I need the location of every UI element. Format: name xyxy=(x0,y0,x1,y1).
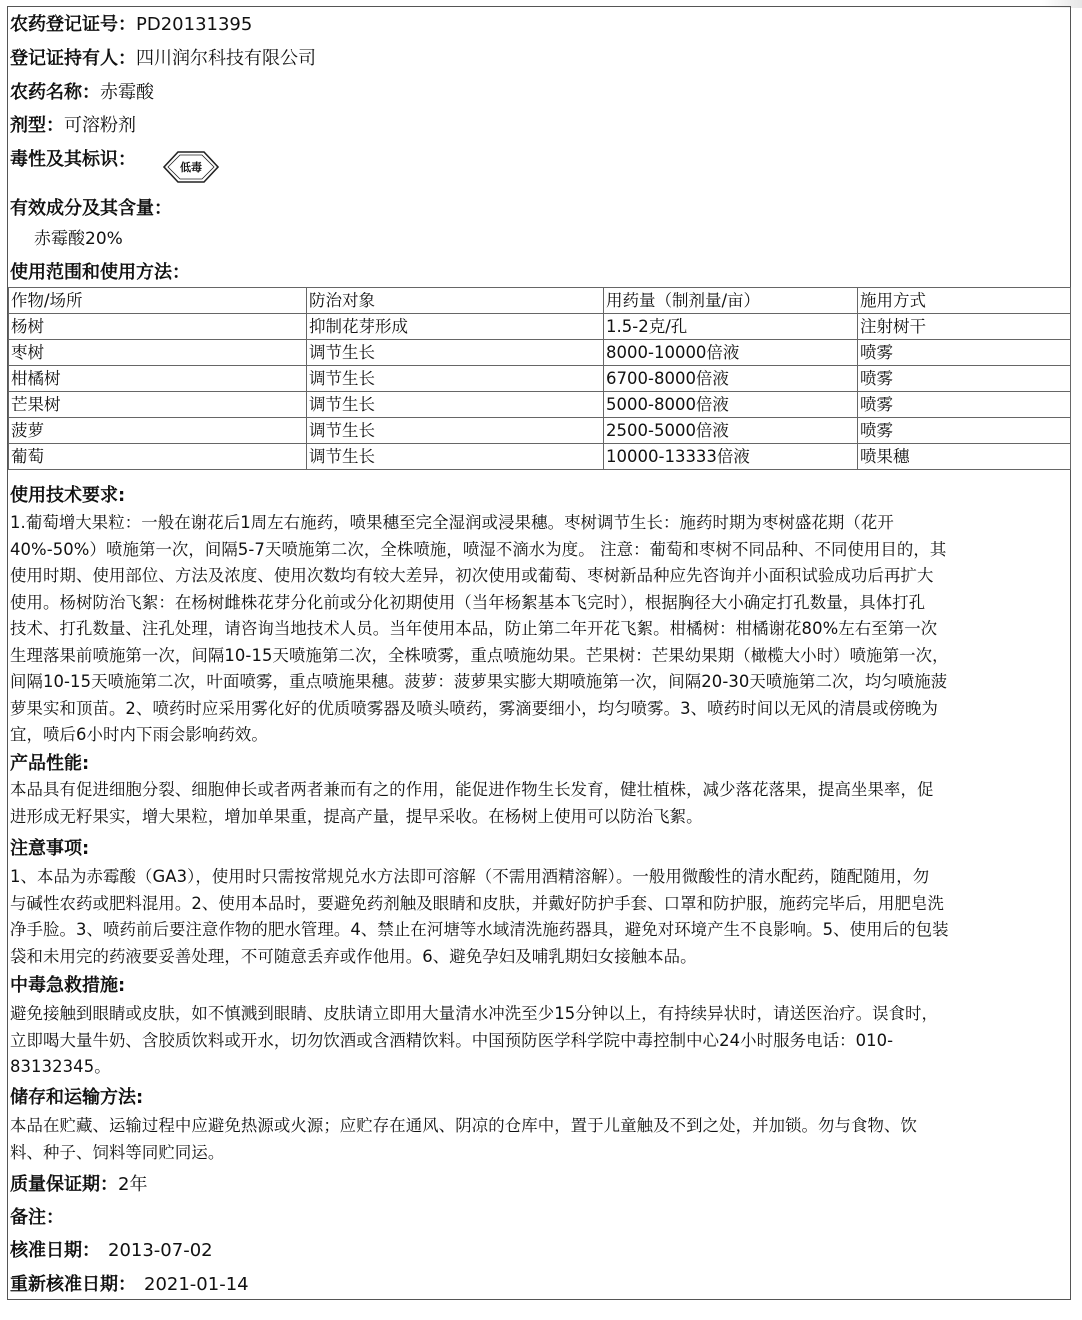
toxicity-label: 毒性及其标识： xyxy=(10,149,136,170)
header-target: 防治对象 xyxy=(307,288,604,314)
cell-dosage: 10000-13333倍液 xyxy=(604,444,858,470)
registration-number-row xyxy=(10,14,252,36)
storage-heading: 储存和运输方法: xyxy=(10,1087,144,1108)
cell-method: 喷雾 xyxy=(858,392,1071,418)
cautions-heading: 注意事项: xyxy=(10,838,90,859)
text-line: 本品具有促进细胞分裂、细胞伸长或者两者兼而有之的作用，能促进作物生长发育，健壮植株，减少落花落果，提高坐果率，促 xyxy=(10,780,934,799)
cell-target: 调节生长 xyxy=(307,366,604,392)
ingredient-heading: 有效成分及其含量： xyxy=(10,198,172,219)
cell-dosage: 2500-5000倍液 xyxy=(604,418,858,444)
cell-crop: 葡萄 xyxy=(9,444,307,470)
remarks-label: 备注： xyxy=(10,1207,64,1228)
cell-dosage: 8000-10000倍液 xyxy=(604,340,858,366)
first-aid-heading: 中毒急救措施: xyxy=(10,975,126,996)
cell-crop: 菠萝 xyxy=(9,418,307,444)
approval-date-label: 核准日期： xyxy=(10,1240,100,1261)
text-line: 袋和未用完的药液要妥善处理，不可随意丢弃或作他用。6、避免孕妇及哺乳期妇女接触本品。 xyxy=(10,946,697,966)
shelf-life-row xyxy=(10,1174,147,1196)
text-line: 1.葡萄增大果粒：一般在谢花后1周左右施药，喷果穗至完全湿润或浸果穗。枣树调节生长：施药时期为枣树盛花期（花开 xyxy=(10,513,894,532)
header-method: 施用方式 xyxy=(858,288,1071,314)
cell-dosage: 5000-8000倍液 xyxy=(604,392,858,418)
cell-method: 喷雾 xyxy=(858,418,1071,444)
performance-text xyxy=(10,777,1062,830)
reapproval-date-label: 重新核准日期： xyxy=(10,1274,136,1295)
text-line: 料、种子、饲料等同贮同运。 xyxy=(10,1142,225,1162)
text-line: 间隔10-15天喷施第二次，叶面喷雾，重点喷施果穗。菠萝：菠萝果实膨大期喷施第一次，间隔20-30天喷施第二次，均匀喷施菠 xyxy=(10,672,948,691)
usage-table xyxy=(8,287,1071,470)
table-row xyxy=(9,444,1071,470)
text-line: 进形成无籽果实，增大果粒，增加单果重，提高产量，提早采收。在杨树上使用可以防治飞絮。 xyxy=(10,806,703,826)
formulation-label: 剂型： xyxy=(10,115,64,136)
text-line: 40%-50%）喷施第一次，间隔5-7天喷施第二次，全株喷施，喷湿不滴水为度。 注意：葡萄和枣树不同品种、不同使用目的，其 xyxy=(10,539,947,559)
table-row xyxy=(9,392,1071,418)
cell-target: 调节生长 xyxy=(307,340,604,366)
text-line: 与碱性农药或肥料混用。2、使用本品时，要避免药剂触及眼睛和皮肤，并戴好防护手套、口罩和防护服，施药完毕后，用肥皂洗 xyxy=(10,893,944,913)
formulation-row xyxy=(10,115,136,137)
cell-target: 调节生长 xyxy=(307,444,604,470)
approval-date-value: 2013-07-02 xyxy=(108,1240,213,1261)
text-line: 宜，喷后6小时内下雨会影响药效。 xyxy=(10,725,268,744)
cell-method: 注射树干 xyxy=(858,314,1071,340)
text-line: 1、本品为赤霉酸（GA3），使用时只需按常规兑水方法即可溶解（不需用酒精溶解）。一般用微酸性的清水配药，随配随用，勿 xyxy=(10,867,930,886)
header-dosage: 用药量（制剂量/亩） xyxy=(604,288,858,314)
text-line: 生理落果前喷施第一次，间隔10-15天喷施第二次，全株喷雾，重点喷施幼果。芒果树：芒果幼果期（橄榄大小时）喷施第一次， xyxy=(10,645,949,665)
text-line: 使用时期、使用部位、方法及浓度、使用次数均有较大差异，初次使用或葡萄、枣树新品种应先咨询并小面积试验成功后再扩大 xyxy=(10,566,934,585)
text-line: 技术、打孔数量、注孔处理，请咨询当地技术人员。当年使用本品，防止第二年开花飞絮。柑橘树：柑橘谢花80%左右至第一次 xyxy=(10,619,938,638)
toxicity-badge-text: 低毒 xyxy=(180,161,202,174)
table-row xyxy=(9,314,1071,340)
table-row xyxy=(9,366,1071,392)
reapproval-date-value: 2021-01-14 xyxy=(144,1274,249,1295)
cell-method: 喷雾 xyxy=(858,340,1071,366)
toxicity-row xyxy=(10,149,136,171)
pesticide-name-label: 农药名称： xyxy=(10,82,100,103)
reapproval-date-row xyxy=(10,1274,249,1296)
low-toxicity-icon xyxy=(162,150,220,184)
first-aid-text xyxy=(10,1001,1062,1081)
text-line: 使用。杨树防治飞絮：在杨树雌株花芽分化前或分化初期使用（当年杨絮基本飞完时），根据胸径大小确定打孔数量，具体打孔 xyxy=(10,592,926,612)
text-line: 萝果实和顶苗。2、喷药时应采用雾化好的优质喷雾器及喷头喷药，雾滴要细小，均匀喷雾。3、喷药时间以无风的清晨或傍晚为 xyxy=(10,698,939,718)
cell-target: 调节生长 xyxy=(307,392,604,418)
cell-crop: 芒果树 xyxy=(9,392,307,418)
cell-target: 调节生长 xyxy=(307,418,604,444)
cell-target: 抑制花芽形成 xyxy=(307,314,604,340)
storage-text xyxy=(10,1113,1062,1166)
holder-label: 登记证持有人： xyxy=(10,48,136,69)
pesticide-name-value: 赤霉酸 xyxy=(100,82,154,103)
ingredient-value: 赤霉酸20% xyxy=(34,229,123,249)
cell-crop: 枣树 xyxy=(9,340,307,366)
remarks-row xyxy=(10,1207,64,1229)
cautions-text xyxy=(10,864,1062,970)
shelf-life-value: 2年 xyxy=(118,1174,148,1195)
table-row xyxy=(9,340,1071,366)
text-line: 净手脸。3、喷药前后要注意作物的肥水管理。4、禁止在河塘等水域清洗施药器具，避免对环境产生不良影响。5、使用后的包装 xyxy=(10,920,949,939)
pesticide-name-row xyxy=(10,82,154,104)
text-line: 83132345。 xyxy=(10,1057,111,1076)
cell-crop: 柑橘树 xyxy=(9,366,307,392)
cell-dosage: 6700-8000倍液 xyxy=(604,366,858,392)
text-line: 避免接触到眼睛或皮肤，如不慎溅到眼睛、皮肤请立即用大量清水冲洗至少15分钟以上，有持续异状时，请送医治疗。误食时， xyxy=(10,1004,939,1023)
table-header-row xyxy=(9,288,1071,314)
shelf-life-label: 质量保证期： xyxy=(10,1174,118,1195)
formulation-value: 可溶粉剂 xyxy=(64,115,136,136)
cell-crop: 杨树 xyxy=(9,314,307,340)
text-line: 立即喝大量牛奶、含胶质饮料或开水，切勿饮酒或含酒精饮料。中国预防医学科学院中毒控制中心24小时服务电话：010- xyxy=(10,1030,894,1050)
holder-value: 四川润尔科技有限公司 xyxy=(136,48,316,69)
registration-number-value: PD20131395 xyxy=(136,14,253,35)
cell-method: 喷雾 xyxy=(858,366,1071,392)
holder-row xyxy=(10,48,316,70)
tech-requirements-text xyxy=(10,510,1062,749)
registration-number-label: 农药登记证号： xyxy=(10,14,136,35)
usage-heading: 使用范围和使用方法： xyxy=(10,262,190,283)
tech-requirements-heading: 使用技术要求: xyxy=(10,485,126,506)
cell-dosage: 1.5-2克/孔 xyxy=(604,314,858,340)
cell-method: 喷果穗 xyxy=(858,444,1071,470)
text-line: 本品在贮藏、运输过程中应避免热源或火源；应贮存在通风、阴凉的仓库中，置于儿童触及不到之处，并加锁。勿与食物、饮 xyxy=(10,1116,917,1135)
performance-heading: 产品性能: xyxy=(10,753,90,774)
table-row xyxy=(9,418,1071,444)
approval-date-row xyxy=(10,1240,213,1262)
header-crop: 作物/场所 xyxy=(9,288,307,314)
